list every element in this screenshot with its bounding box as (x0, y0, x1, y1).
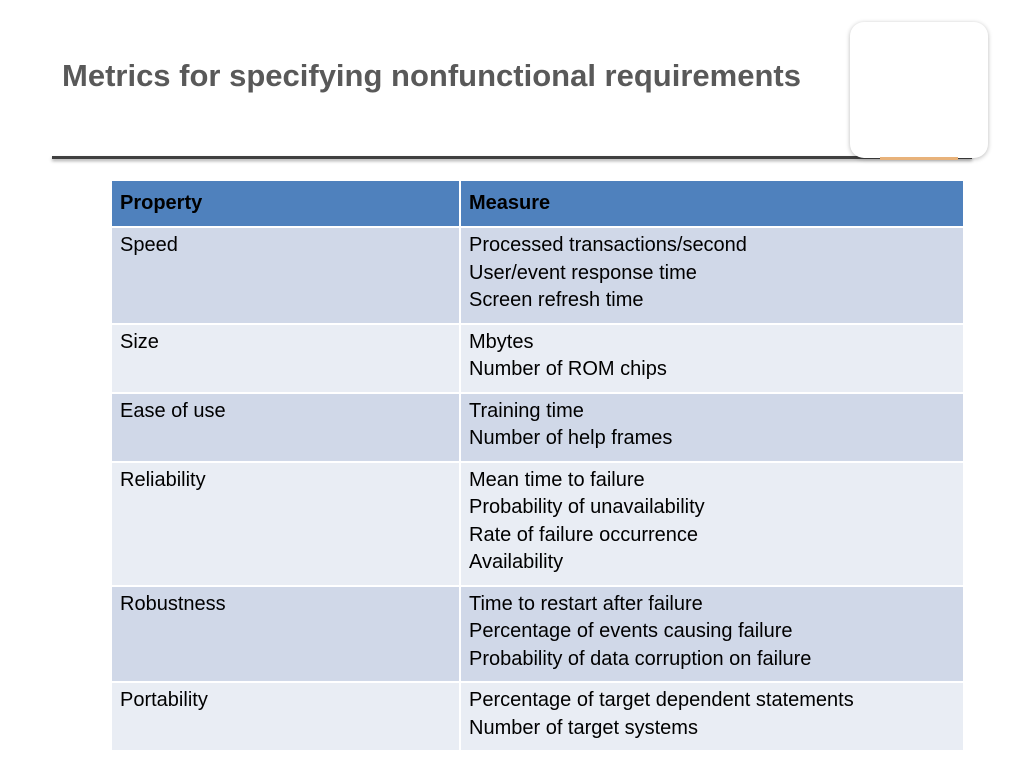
measure-cell (460, 586, 964, 683)
measure-line: Number of target systems (469, 716, 698, 739)
measure-cell (460, 462, 964, 586)
measure-cell (460, 324, 964, 393)
measure-line: Rate of failure occurrence (469, 523, 699, 546)
property-cell: Ease of use (111, 393, 460, 462)
measure-line: Mbytes (469, 330, 534, 353)
measure-cell (460, 393, 964, 462)
table-row (111, 324, 964, 393)
slide-title: Metrics for specifying nonfunctional requirements (62, 58, 801, 93)
measure-line: Training time (469, 399, 584, 422)
property-cell: Speed (111, 227, 460, 324)
table-row (111, 227, 964, 324)
measure-line: Number of help frames (469, 427, 673, 449)
table-row (111, 682, 964, 751)
measure-line: Number of ROM chips (469, 358, 667, 380)
measure-line: Probability of data corruption on failure (469, 647, 812, 670)
property-cell: Robustness (111, 586, 460, 683)
measure-line: Probability of unavailability (469, 496, 705, 518)
table-row (111, 462, 964, 586)
header-property: Property (111, 180, 460, 227)
measure-line: Processed transactions/second (469, 234, 747, 256)
measure-line: User/event response time (469, 261, 697, 284)
logo-card (850, 22, 988, 158)
measure-line: Screen refresh time (469, 289, 644, 311)
table-header-row (111, 180, 964, 227)
table-row (111, 393, 964, 462)
measure-line: Time to restart after failure (469, 592, 703, 615)
title-divider (52, 156, 972, 159)
measure-cell (460, 227, 964, 324)
logo-accent-bar (880, 157, 958, 160)
metrics-table (110, 179, 965, 752)
measure-line: Percentage of events causing failure (469, 620, 793, 642)
measure-line: Availability (469, 551, 564, 573)
property-cell: Size (111, 324, 460, 393)
table-row (111, 586, 964, 683)
measure-line: Mean time to failure (469, 468, 645, 491)
header-measure: Measure (460, 180, 964, 227)
property-cell: Portability (111, 682, 460, 751)
measure-line: Percentage of target dependent statements (469, 689, 854, 711)
property-cell: Reliability (111, 462, 460, 586)
measure-cell (460, 682, 964, 751)
